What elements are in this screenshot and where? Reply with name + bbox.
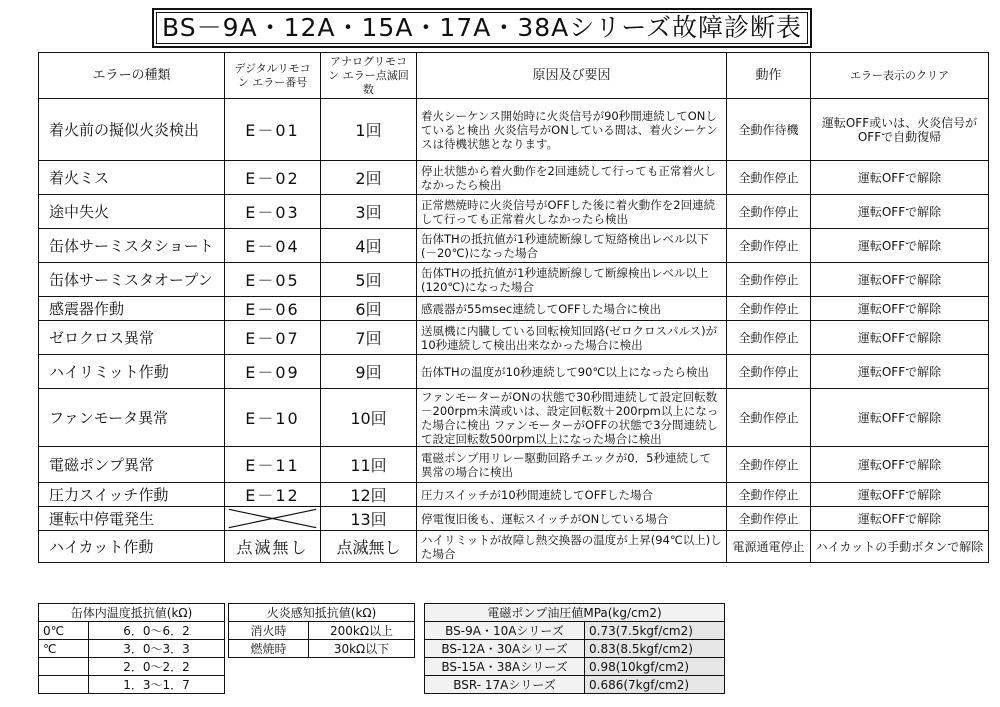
digital-code: E－09 (225, 355, 321, 389)
action: 全動作停止 (727, 161, 811, 195)
cause-description: 着火シーケンス開始時に火炎信号が90秒間連続してONしていると検出 火炎信号がONしている間は、着火シーケンスは待機状態となります。 (417, 99, 727, 161)
clear-method: 運転OFFで解除 (811, 355, 989, 389)
header-analog-blink: アナログリモコン エラー点滅回数 (321, 53, 417, 99)
clear-method: ハイカットの手動ボタンで解除 (811, 531, 989, 563)
pump-model: BSR- 17Aシリーズ (425, 676, 585, 694)
pump-value: 0.686(7kgf/cm2) (585, 676, 725, 694)
header-error-type: エラーの種類 (39, 53, 225, 99)
cause-description: 圧力スイッチが10秒間連続してOFFした場合 (417, 483, 727, 507)
error-row (39, 263, 989, 297)
thermistor-temp (39, 658, 89, 676)
cause-description: 缶体THの温度が10秒連続して90℃以上になったら検出 (417, 355, 727, 389)
analog-blink-count: 5回 (321, 263, 417, 297)
analog-blink-count: 7回 (321, 321, 417, 355)
cause-description: 停止状態から着火動作を2回連続して行っても正常着火しなかったら検出 (417, 161, 727, 195)
action: 全動作停止 (727, 321, 811, 355)
cause-description: 缶体THの抵抗値が1秒連続断線して断線検出レベル以上(120℃)になった場合 (417, 263, 727, 297)
action: 全動作待機 (727, 99, 811, 161)
error-type: ゼロクロス異常 (39, 321, 225, 355)
thermistor-table (38, 603, 225, 694)
action: 全動作停止 (727, 195, 811, 229)
analog-blink-count: 10回 (321, 389, 417, 447)
page-title: BS－9A・12A・15A・17A・38Aシリーズ故障診断表 (152, 8, 812, 48)
digital-code: E－04 (225, 229, 321, 263)
error-row (39, 447, 989, 483)
flame-value: 200kΩ以上 (309, 622, 415, 640)
error-type: 感震器作動 (39, 297, 225, 321)
error-row (39, 161, 989, 195)
action: 全動作停止 (727, 507, 811, 531)
cause-description: 正常燃焼時に火炎信号がOFFした後に着火動作を2回連続して行っても正常着火しなかったら検出 (417, 195, 727, 229)
digital-code: E－12 (225, 483, 321, 507)
cause-description: 感震器が55msec連続してOFFした場合に検出 (417, 297, 727, 321)
clear-method: 運転OFFで解除 (811, 447, 989, 483)
header-cause: 原因及び要因 (417, 53, 727, 99)
error-type: 缶体サーミスタオープン (39, 263, 225, 297)
digital-code: E－01 (225, 99, 321, 161)
error-row (39, 229, 989, 263)
pump-model: BS-9A・10Aシリーズ (425, 622, 585, 640)
error-row (39, 483, 989, 507)
error-type: 途中失火 (39, 195, 225, 229)
thermistor-temp: 0℃ (39, 622, 89, 640)
pump-value: 0.98(10kgf/cm2) (585, 658, 725, 676)
clear-method: 運転OFFで解除 (811, 161, 989, 195)
flame-value: 30kΩ以下 (309, 640, 415, 658)
digital-code: E－11 (225, 447, 321, 483)
analog-blink-count: 9回 (321, 355, 417, 389)
action: 全動作停止 (727, 447, 811, 483)
action: 全動作停止 (727, 263, 811, 297)
thermistor-temp: ℃ (39, 640, 89, 658)
error-type: 電磁ポンプ異常 (39, 447, 225, 483)
clear-method: 運転OFFで解除 (811, 229, 989, 263)
error-row (39, 297, 989, 321)
cause-description: ハイリミットが故障し熱交換器の温度が上昇(94℃以上)した場合 (417, 531, 727, 563)
cause-description: 電磁ポンプ用リレー駆動回路チエックが0．5秒連続して異常の場合に検出 (417, 447, 727, 483)
flame-label: 燃焼時 (229, 640, 309, 658)
error-type: 着火前の擬似火炎検出 (39, 99, 225, 161)
thermistor-value: 6．0～6．2 (89, 622, 225, 640)
error-row (39, 355, 989, 389)
thermistor-value: 3．0～3．3 (89, 640, 225, 658)
thermistor-value: 1．3～1．7 (89, 676, 225, 694)
error-row (39, 507, 989, 531)
thermistor-value: 2．0～2．2 (89, 658, 225, 676)
analog-blink-count: 13回 (321, 507, 417, 531)
clear-method: 運転OFFで解除 (811, 263, 989, 297)
pump-title: 電磁ポンプ油圧値MPa(kg/cm2) (425, 604, 725, 622)
thermistor-temp (39, 676, 89, 694)
digital-code: E－07 (225, 321, 321, 355)
pump-value: 0.73(7.5kgf/cm2) (585, 622, 725, 640)
clear-method: 運転OFF或いは、火炎信号がOFFで自動復帰 (811, 99, 989, 161)
error-type: ファンモータ異常 (39, 389, 225, 447)
error-row (39, 99, 989, 161)
action: 全動作停止 (727, 389, 811, 447)
action: 電源通電停止 (727, 531, 811, 563)
clear-method: 運転OFFで解除 (811, 507, 989, 531)
analog-blink-count: 点滅無し (321, 531, 417, 563)
action: 全動作停止 (727, 297, 811, 321)
analog-blink-count: 3回 (321, 195, 417, 229)
header-action: 動作 (727, 53, 811, 99)
thermistor-table-wrap (38, 603, 225, 694)
digital-code: E－03 (225, 195, 321, 229)
error-diagnosis-table (38, 52, 989, 563)
clear-method: 運転OFFで解除 (811, 297, 989, 321)
digital-code: 点滅無し (225, 531, 321, 563)
flame-table-wrap (228, 603, 415, 658)
flame-table (228, 603, 415, 658)
error-type: 着火ミス (39, 161, 225, 195)
analog-blink-count: 1回 (321, 99, 417, 161)
digital-code: E－05 (225, 263, 321, 297)
pump-pressure-table (424, 603, 725, 694)
action: 全動作停止 (727, 355, 811, 389)
cause-description: 缶体THの抵抗値が1秒連続断線して短絡検出レベル以下(－20℃)になった場合 (417, 229, 727, 263)
clear-method: 運転OFFで解除 (811, 483, 989, 507)
cause-description: 送風機に内臓している回転検知回路(ゼロクロスパルス)が10秒連続して検出出来なかった場合に検出 (417, 321, 727, 355)
clear-method: 運転OFFで解除 (811, 321, 989, 355)
analog-blink-count: 12回 (321, 483, 417, 507)
pump-table-wrap (424, 603, 725, 694)
error-type: 圧力スイッチ作動 (39, 483, 225, 507)
cause-description: ファンモーターがONの状態で30秒間連続して設定回転数－200rpm未満或いは、設定回転数＋200rpm以上になった場合に検出 ファンモーターがOFFの状態で3分間連続して設定回転数500rpm以上になった場合に検出 (417, 389, 727, 447)
pump-model: BS-15A・38Aシリーズ (425, 658, 585, 676)
error-type: 缶体サーミスタショート (39, 229, 225, 263)
header-digital-code: デジタルリモコン エラー番号 (225, 53, 321, 99)
flame-label: 消火時 (229, 622, 309, 640)
pump-value: 0.83(8.5kgf/cm2) (585, 640, 725, 658)
analog-blink-count: 11回 (321, 447, 417, 483)
error-type: 運転中停電発生 (39, 507, 225, 531)
digital-code: E－02 (225, 161, 321, 195)
digital-code-not-applicable (225, 507, 321, 531)
header-clear: エラー表示のクリア (811, 53, 989, 99)
pump-model: BS-12A・30Aシリーズ (425, 640, 585, 658)
action: 全動作停止 (727, 229, 811, 263)
error-row (39, 389, 989, 447)
error-row (39, 531, 989, 563)
clear-method: 運転OFFで解除 (811, 389, 989, 447)
error-type: ハイカット作動 (39, 531, 225, 563)
thermistor-title: 缶体内温度抵抗値(kΩ) (39, 604, 225, 622)
error-row (39, 321, 989, 355)
analog-blink-count: 2回 (321, 161, 417, 195)
clear-method: 運転OFFで解除 (811, 195, 989, 229)
analog-blink-count: 4回 (321, 229, 417, 263)
error-type: ハイリミット作動 (39, 355, 225, 389)
error-row (39, 195, 989, 229)
flame-title: 火炎感知抵抗値(kΩ) (229, 604, 415, 622)
action: 全動作停止 (727, 483, 811, 507)
cause-description: 停電復旧後も、運転スイッチがONしている場合 (417, 507, 727, 531)
digital-code: E－10 (225, 389, 321, 447)
analog-blink-count: 6回 (321, 297, 417, 321)
cross-mark-icon (225, 507, 320, 530)
digital-code: E－06 (225, 297, 321, 321)
